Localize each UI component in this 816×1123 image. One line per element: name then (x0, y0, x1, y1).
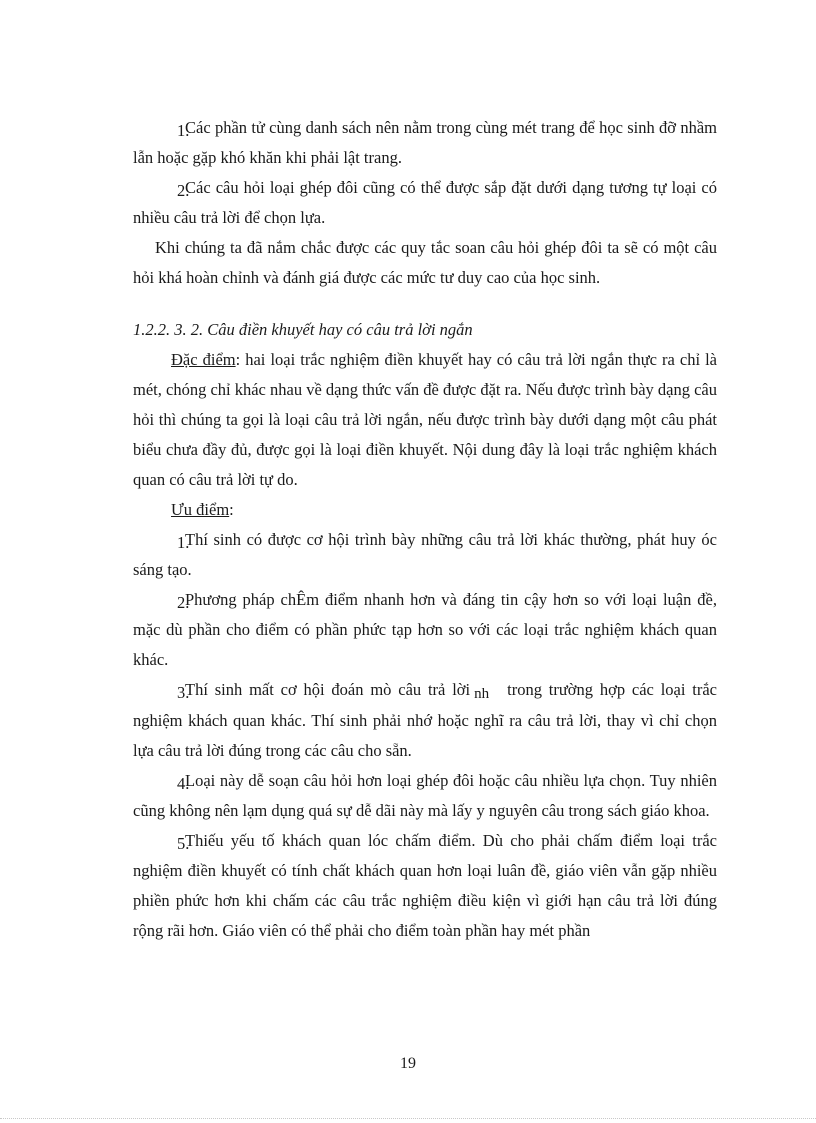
list-item-text: Thiếu yếu tố khách quan lóc chấm điểm. Dù cho phải chấm điểm loại trắc nghiệm điền khuyết có tính chất khách quan hơn loại luân đề, giáo viên vẫn gặp nhiều phiền phức hơn khi chấm các câu trắc nghiệm điều kiện vì giới hạn câu trả lời đúng rộng rãi hơn. Giáo viên có thể phải cho điểm toàn phần hay mét phần (133, 831, 717, 940)
list-item-text: trong trường hợp các loại trắc nghiệm khách quan khác. Thí sinh phải nhớ hoặc nghĩ ra câu trả lời, thay vì chỉ chọn lựa câu trả lời đúng trong các câu cho sẵn. (133, 680, 717, 760)
list-item-text: Các phần tử cùng danh sách nên nằm trong cùng mét trang để học sinh đỡ nhầm lẫn hoặc gặp khó khăn khi phải lật trang. (133, 118, 717, 167)
page-body (133, 113, 717, 946)
list-item-text: Các câu hỏi loại ghép đôi cũng có thể được sắp đặt dưới dạng tương tự loại có nhiều câu trả lời để chọn lựa. (133, 178, 717, 227)
list-number: 4. (177, 774, 190, 793)
list-item-text: Loại này dễ soạn câu hỏi hơn loại ghép đôi hoặc câu nhiều lựa chọn. Tuy nhiên cũng không nên lạm dụng quá sự dễ dãi này mà lấy y nguyên câu trong sách giáo khoa. (133, 771, 717, 820)
list-number: 2. (177, 181, 190, 200)
section-heading: 1.2.2. 3. 2. Câu điền khuyết hay có câu trả lời ngắn (133, 320, 473, 339)
advantages-label: Ưu điểm (171, 500, 230, 519)
features-text: : hai loại trắc nghiệm điền khuyết hay có câu trả lời ngắn thực ra chỉ là mét, chóng chỉ khác nhau về dạng thức vấn đề được đặt ra. Nếu được trình bày dạng câu hỏi thì chúng ta gọi là loại câu trả lời ngắn, nếu được trình bày dưới dạng một câu phát biểu chưa đầy đủ, được gọi là loại điền khuyết. Nội dung đây là loại trắc nghiệm khách quan có câu trả lời tự do. (133, 350, 717, 489)
list-number: 1. (177, 533, 190, 552)
list-item (133, 585, 717, 675)
list-number: 3. (177, 683, 190, 702)
list-item (133, 173, 717, 233)
list-item (133, 525, 717, 585)
list-item-text: Thí sinh có được cơ hội trình bày những câu trả lời khác thường, phát huy óc sáng tạo. (133, 530, 717, 579)
list-item-text: Thí sinh mất cơ hội đoán mò câu trả lời (185, 680, 471, 699)
features-label: Đặc điểm (171, 350, 236, 369)
page-number: 19 (400, 1055, 416, 1072)
list-item-text: Phương pháp chÊm điểm nhanh hơn và đáng tin cậy hơn so với loại luận đề, mặc dù phần cho điểm có phần phức tạp hơn so với các loại trắc nghiệm khách quan khác. (133, 590, 717, 669)
list-item (133, 113, 717, 173)
features-paragraph (133, 345, 717, 495)
page-bottom-divider (0, 1118, 816, 1119)
list-item (133, 766, 717, 826)
list-number: 5. (177, 834, 190, 853)
list-number: 1. (177, 121, 190, 140)
list-item (133, 675, 717, 766)
subscript-fragment: nh (474, 686, 490, 702)
list-item (133, 826, 717, 946)
closing-paragraph: Khi chúng ta đã nắm chắc được các quy tắc soan câu hỏi ghép đôi ta sẽ có một câu hỏi khá hoàn chỉnh và đánh giá được các mức tư duy cao của học sinh. (133, 238, 717, 287)
list-number: 2. (177, 593, 190, 612)
advantages-heading: Ưu điểm: (171, 500, 234, 519)
